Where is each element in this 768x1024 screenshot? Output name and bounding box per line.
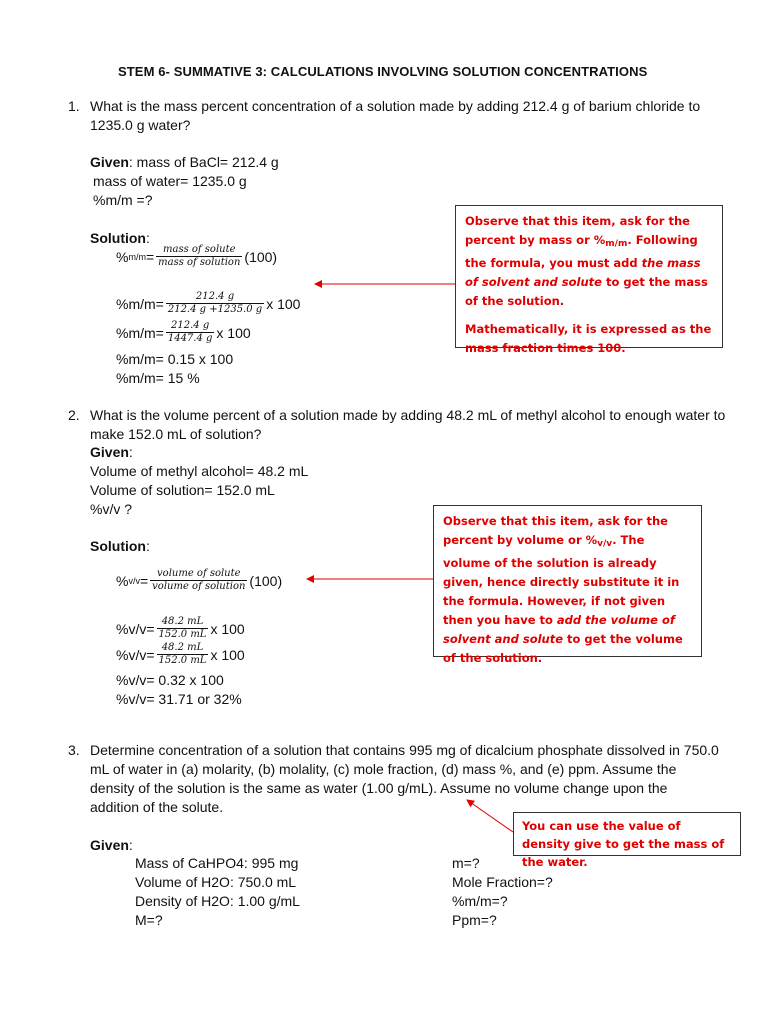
q1-given-2: mass of water= 1235.0 g xyxy=(93,173,247,189)
q2-step1-numerator: 48.2 mL xyxy=(161,616,204,627)
q2-given-label: Given xyxy=(90,444,129,460)
q2-step-4: %v/v= 31.71 or 32% xyxy=(116,691,242,707)
q3-given-right-4: Ppm=? xyxy=(452,912,497,928)
q1-solution-colon: : xyxy=(146,230,150,246)
q3-given-left-3: Density of H2O: 1.00 g/mL xyxy=(135,893,300,909)
q2-step2-lhs: %v/v= xyxy=(116,646,155,663)
q1-step-3: %m/m= 0.15 x 100 xyxy=(116,351,234,367)
question-3-number: 3. xyxy=(68,742,80,758)
question-1-number: 1. xyxy=(68,98,80,114)
q1-note-paragraph-1: Observe that this item, ask for the percent by mass or $\%_{m/m}$. Following the formula, you must add the mass of solvent and solute to get the mass of the solution. xyxy=(465,214,708,308)
q1-given-3: %m/m =? xyxy=(93,192,153,208)
q2-formula-numerator: volume of solute xyxy=(157,568,241,579)
q2-step2-denominator: 152.0 mL xyxy=(158,655,207,666)
q2-step2-rhs: x 100 xyxy=(210,646,245,663)
q1-step2-denominator: 1447.4 g xyxy=(167,333,213,344)
q2-given-colon: : xyxy=(128,444,133,460)
q2-step1-lhs: %v/v= xyxy=(116,620,155,637)
q1-step1-numerator: 212.4 g xyxy=(195,291,235,302)
q1-step1-denominator: 212.4 g +1235.0 g xyxy=(167,304,263,315)
q1-given-1: : mass of BaCl= 212.4 g xyxy=(128,154,279,170)
q3-given-left-2: Volume of H2O: 750.0 mL xyxy=(135,874,297,890)
q1-formula-denominator: mass of solution xyxy=(158,257,241,268)
q2-given-3: %v/v ? xyxy=(90,501,133,517)
q2-solution-colon: : xyxy=(146,538,150,554)
q2-step1-rhs: x 100 xyxy=(210,620,245,637)
q2-solution-label: Solution xyxy=(90,538,146,554)
q3-given-label: Given xyxy=(90,837,129,853)
page-title: STEM 6- SUMMATIVE 3: CALCULATIONS INVOLVING SOLUTION CONCENTRATIONS xyxy=(118,64,648,79)
question-2-text: What is the volume percent of a solution made by adding 48.2 mL of methyl alcohol to enough water to make 152.0 mL of solution? xyxy=(90,407,726,442)
q1-step2-numerator: 212.4 g xyxy=(171,320,210,331)
q2-formula-eq: = xyxy=(139,572,149,589)
q1-formula-rhs: (100) xyxy=(244,248,278,265)
q1-given-label: Given xyxy=(90,154,129,170)
q2-formula-lhs: % xyxy=(116,572,129,589)
q3-note-box: You can use the value of density give to get the mass of the water. xyxy=(513,812,741,856)
q1-formula-eq: = xyxy=(145,248,155,265)
q2-formula-rhs: (100) xyxy=(249,572,283,589)
question-3-text: Determine concentration of a solution that contains 995 mg of dicalcium phosphate dissolved in 750.0 mL of water in (a) molarity, (b) molality, (c) mole fraction, (d) mass %, and (e) ppm. Assume the density of the solution is the same as water (1.00 g/mL). Assume no volume change upon the addition of the solute. xyxy=(90,742,719,815)
q2-formula-denominator: volume of solution xyxy=(152,581,246,592)
q1-solution-label: Solution xyxy=(90,230,146,246)
q3-given-right-3: %m/m=? xyxy=(452,893,508,909)
q3-given-colon: : xyxy=(128,837,133,853)
q1-formula-lhs: % xyxy=(116,248,129,265)
q3-given-right-1: m=? xyxy=(452,855,480,871)
q3-note-arrow xyxy=(467,800,513,832)
q1-formula-sub: m/m xyxy=(128,251,146,262)
q3-given-right-2: Mole Fraction=? xyxy=(452,874,553,890)
q3-given-left-4: M=? xyxy=(135,912,163,928)
q1-formula-numerator: mass of solute xyxy=(163,244,236,255)
q1-step-4: %m/m= 15 % xyxy=(116,370,200,386)
q2-formula-sub: v/v xyxy=(128,575,140,586)
q2-note-paragraph: Observe that this item, ask for the percent by volume or $\%_{v/v}$. The volume of the solution is already given, hence directly substitute it in the formula. However, if not given then you have to add the volume of solvent and solute to get the volume of the solution. xyxy=(443,514,683,665)
q2-step1-denominator: 152.0 mL xyxy=(158,629,207,640)
q1-step1-lhs: %m/m= xyxy=(116,295,164,312)
q3-given-left-1: Mass of CaHPO4: 995 mg xyxy=(135,855,299,871)
q1-step1-rhs: x 100 xyxy=(266,295,301,312)
question-1-text: What is the mass percent concentration of a solution made by adding 212.4 g of barium chloride to 1235.0 g water? xyxy=(90,98,701,133)
question-2-number: 2. xyxy=(68,407,80,423)
q2-step-3: %v/v= 0.32 x 100 xyxy=(116,672,224,688)
q1-step2-rhs: x 100 xyxy=(216,324,251,341)
q2-given-1: Volume of methyl alcohol= 48.2 mL xyxy=(90,463,309,479)
q2-given-2: Volume of solution= 152.0 mL xyxy=(90,482,275,498)
q2-step2-numerator: 48.2 mL xyxy=(161,642,204,653)
q1-step2-lhs: %m/m= xyxy=(116,324,164,341)
q1-note-paragraph-2: Mathematically, it is expressed as the mass fraction times 100. xyxy=(465,322,712,355)
